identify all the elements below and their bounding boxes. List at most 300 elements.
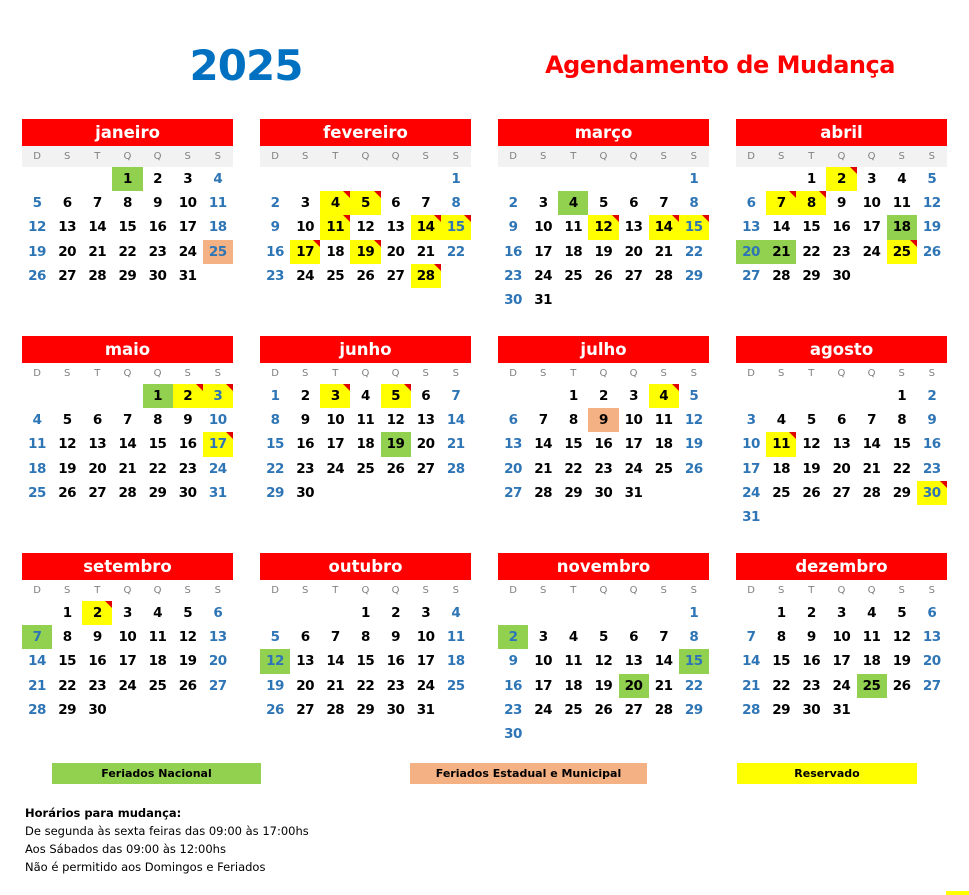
day-cell-reserved[interactable]: 25 xyxy=(887,240,917,264)
day-cell[interactable]: 25 xyxy=(28,484,46,501)
day-cell[interactable]: 23 xyxy=(594,460,613,477)
day-cell[interactable]: 9 xyxy=(270,219,280,236)
day-cell[interactable]: 13 xyxy=(624,219,643,236)
day-cell[interactable]: 17 xyxy=(624,436,643,453)
day-cell[interactable]: 16 xyxy=(594,436,613,453)
day-cell[interactable]: 10 xyxy=(118,629,137,646)
day-cell[interactable]: 10 xyxy=(624,412,643,429)
day-cell[interactable]: 26 xyxy=(28,267,46,284)
day-cell-reserved[interactable]: 14 xyxy=(649,215,679,239)
day-cell[interactable]: 11 xyxy=(446,629,465,646)
day-cell[interactable]: 5 xyxy=(32,195,42,212)
day-cell[interactable]: 24 xyxy=(118,677,137,694)
day-cell[interactable]: 20 xyxy=(922,653,941,670)
day-cell[interactable]: 25 xyxy=(326,267,345,284)
day-cell[interactable]: 19 xyxy=(28,243,46,260)
day-cell[interactable]: 28 xyxy=(326,701,345,718)
day-cell[interactable]: 6 xyxy=(629,629,639,646)
day-cell[interactable]: 8 xyxy=(689,195,699,212)
day-cell[interactable]: 13 xyxy=(296,653,315,670)
day-cell[interactable]: 5 xyxy=(927,171,937,187)
day-cell[interactable]: 19 xyxy=(802,460,821,477)
day-cell[interactable]: 12 xyxy=(594,653,613,670)
day-cell[interactable]: 4 xyxy=(897,171,907,187)
day-cell[interactable]: 31 xyxy=(178,267,197,284)
day-cell[interactable]: 23 xyxy=(148,243,167,260)
day-cell-national-holiday[interactable]: 1 xyxy=(112,167,142,191)
day-cell[interactable]: 17 xyxy=(416,653,435,670)
day-cell[interactable]: 2 xyxy=(153,171,163,187)
day-cell[interactable]: 28 xyxy=(446,460,465,477)
day-cell[interactable]: 10 xyxy=(178,195,197,212)
day-cell[interactable]: 22 xyxy=(356,677,375,694)
day-cell[interactable]: 9 xyxy=(300,412,310,429)
day-cell[interactable]: 6 xyxy=(508,412,518,429)
day-cell[interactable]: 25 xyxy=(356,460,375,477)
day-cell[interactable]: 4 xyxy=(213,171,223,187)
day-cell-national-holiday[interactable]: 19 xyxy=(381,432,411,456)
day-cell[interactable]: 11 xyxy=(148,629,167,646)
day-cell[interactable]: 13 xyxy=(58,219,77,236)
day-cell[interactable]: 20 xyxy=(832,460,851,477)
day-cell[interactable]: 13 xyxy=(504,436,522,453)
day-cell[interactable]: 27 xyxy=(58,267,77,284)
day-cell[interactable]: 2 xyxy=(598,388,608,404)
day-cell[interactable]: 18 xyxy=(148,653,167,670)
day-cell[interactable]: 30 xyxy=(504,725,522,742)
day-cell[interactable]: 31 xyxy=(624,484,643,501)
day-cell[interactable]: 28 xyxy=(654,267,673,284)
day-cell[interactable]: 20 xyxy=(296,677,315,694)
day-cell[interactable]: 5 xyxy=(62,412,72,429)
day-cell[interactable]: 26 xyxy=(58,484,77,501)
day-cell[interactable]: 23 xyxy=(88,677,107,694)
day-cell[interactable]: 11 xyxy=(564,219,583,236)
day-cell[interactable]: 16 xyxy=(296,436,315,453)
day-cell-reserved[interactable]: 17 xyxy=(290,240,320,264)
day-cell[interactable]: 22 xyxy=(266,460,284,477)
day-cell[interactable]: 13 xyxy=(922,629,941,646)
day-cell-state-holiday[interactable]: 9 xyxy=(588,408,618,432)
day-cell[interactable]: 29 xyxy=(266,484,284,501)
day-cell[interactable]: 18 xyxy=(564,243,583,260)
day-cell[interactable]: 6 xyxy=(836,412,846,429)
day-cell[interactable]: 28 xyxy=(772,267,791,284)
day-cell[interactable]: 18 xyxy=(208,219,227,236)
day-cell-reserved[interactable]: 2 xyxy=(173,384,203,408)
day-cell[interactable]: 27 xyxy=(88,484,107,501)
day-cell[interactable]: 30 xyxy=(504,291,522,308)
day-cell[interactable]: 29 xyxy=(772,701,791,718)
day-cell-reserved[interactable]: 4 xyxy=(649,384,679,408)
day-cell[interactable]: 16 xyxy=(504,243,522,260)
day-cell[interactable]: 22 xyxy=(58,677,77,694)
day-cell[interactable]: 4 xyxy=(776,412,786,429)
day-cell[interactable]: 14 xyxy=(534,436,553,453)
day-cell-national-holiday[interactable]: 1 xyxy=(143,384,173,408)
day-cell[interactable]: 22 xyxy=(772,677,791,694)
day-cell[interactable]: 21 xyxy=(654,243,673,260)
day-cell[interactable]: 29 xyxy=(684,267,703,284)
day-cell[interactable]: 9 xyxy=(183,412,193,429)
day-cell[interactable]: 1 xyxy=(62,605,72,621)
day-cell[interactable]: 22 xyxy=(684,677,703,694)
day-cell[interactable]: 15 xyxy=(802,219,821,236)
day-cell[interactable]: 12 xyxy=(922,195,941,212)
day-cell-national-holiday[interactable]: 2 xyxy=(498,625,528,649)
day-cell-national-holiday[interactable]: 7 xyxy=(22,625,52,649)
day-cell[interactable]: 9 xyxy=(806,629,816,646)
day-cell[interactable]: 13 xyxy=(88,436,107,453)
day-cell-national-holiday[interactable]: 15 xyxy=(679,649,709,673)
day-cell[interactable]: 4 xyxy=(32,412,42,429)
day-cell[interactable]: 2 xyxy=(927,388,937,404)
day-cell[interactable]: 2 xyxy=(300,388,310,404)
day-cell[interactable]: 22 xyxy=(892,460,911,477)
day-cell[interactable]: 25 xyxy=(772,484,791,501)
day-cell[interactable]: 5 xyxy=(806,412,816,429)
day-cell[interactable]: 14 xyxy=(742,653,760,670)
day-cell[interactable]: 21 xyxy=(534,460,553,477)
day-cell[interactable]: 10 xyxy=(326,412,345,429)
day-cell[interactable]: 30 xyxy=(88,701,107,718)
day-cell[interactable]: 12 xyxy=(684,412,703,429)
day-cell[interactable]: 8 xyxy=(153,412,163,429)
day-cell[interactable]: 6 xyxy=(213,605,223,621)
day-cell-reserved[interactable]: 14 xyxy=(411,215,441,239)
day-cell[interactable]: 23 xyxy=(832,243,851,260)
day-cell[interactable]: 23 xyxy=(922,460,941,477)
day-cell[interactable]: 2 xyxy=(270,195,280,212)
day-cell[interactable]: 18 xyxy=(326,243,345,260)
day-cell[interactable]: 19 xyxy=(684,436,703,453)
day-cell[interactable]: 25 xyxy=(446,677,465,694)
day-cell[interactable]: 4 xyxy=(867,605,877,621)
day-cell[interactable]: 3 xyxy=(629,388,639,404)
day-cell[interactable]: 26 xyxy=(356,267,375,284)
day-cell[interactable]: 9 xyxy=(153,195,163,212)
day-cell[interactable]: 16 xyxy=(504,677,522,694)
day-cell[interactable]: 29 xyxy=(564,484,583,501)
day-cell[interactable]: 30 xyxy=(594,484,613,501)
day-cell-reserved[interactable]: 2 xyxy=(82,601,112,625)
day-cell-reserved[interactable]: 2 xyxy=(826,167,856,191)
day-cell[interactable]: 5 xyxy=(689,388,699,404)
day-cell[interactable]: 10 xyxy=(416,629,435,646)
day-cell[interactable]: 13 xyxy=(832,436,851,453)
day-cell[interactable]: 24 xyxy=(862,243,881,260)
day-cell[interactable]: 14 xyxy=(446,412,465,429)
day-cell-reserved[interactable]: 11 xyxy=(320,215,350,239)
day-cell[interactable]: 6 xyxy=(300,629,310,646)
day-cell[interactable]: 12 xyxy=(802,436,821,453)
day-cell[interactable]: 5 xyxy=(897,605,907,621)
day-cell[interactable]: 5 xyxy=(183,605,193,621)
day-cell[interactable]: 14 xyxy=(862,436,881,453)
day-cell[interactable]: 20 xyxy=(386,243,405,260)
day-cell[interactable]: 18 xyxy=(28,460,46,477)
day-cell[interactable]: 24 xyxy=(832,677,851,694)
day-cell[interactable]: 8 xyxy=(122,195,132,212)
day-cell[interactable]: 31 xyxy=(742,508,760,525)
day-cell[interactable]: 27 xyxy=(416,460,435,477)
day-cell[interactable]: 31 xyxy=(416,701,435,718)
day-cell-reserved[interactable]: 15 xyxy=(679,215,709,239)
day-cell[interactable]: 23 xyxy=(504,701,522,718)
day-cell[interactable]: 17 xyxy=(178,219,197,236)
day-cell[interactable]: 23 xyxy=(802,677,821,694)
day-cell[interactable]: 17 xyxy=(118,653,137,670)
day-cell[interactable]: 13 xyxy=(208,629,227,646)
day-cell[interactable]: 3 xyxy=(122,605,132,621)
day-cell[interactable]: 17 xyxy=(326,436,345,453)
day-cell-reserved[interactable]: 8 xyxy=(796,191,826,215)
day-cell[interactable]: 28 xyxy=(654,701,673,718)
day-cell[interactable]: 20 xyxy=(416,436,435,453)
day-cell[interactable]: 4 xyxy=(153,605,163,621)
day-cell-national-holiday[interactable]: 20 xyxy=(619,674,649,698)
day-cell[interactable]: 8 xyxy=(689,629,699,646)
day-cell[interactable]: 31 xyxy=(208,484,227,501)
day-cell[interactable]: 7 xyxy=(659,629,669,646)
day-cell[interactable]: 14 xyxy=(118,436,137,453)
day-cell[interactable]: 4 xyxy=(360,388,370,404)
day-cell[interactable]: 22 xyxy=(446,243,465,260)
day-cell[interactable]: 22 xyxy=(564,460,583,477)
day-cell[interactable]: 30 xyxy=(832,267,851,284)
day-cell[interactable]: 23 xyxy=(386,677,405,694)
day-cell[interactable]: 31 xyxy=(832,701,851,718)
day-cell[interactable]: 25 xyxy=(148,677,167,694)
day-cell[interactable]: 12 xyxy=(178,629,197,646)
day-cell[interactable]: 28 xyxy=(88,267,107,284)
day-cell[interactable]: 11 xyxy=(862,629,881,646)
day-cell[interactable]: 19 xyxy=(922,219,941,236)
day-cell[interactable]: 25 xyxy=(654,460,673,477)
day-cell[interactable]: 15 xyxy=(58,653,77,670)
day-cell[interactable]: 7 xyxy=(122,412,132,429)
day-cell[interactable]: 26 xyxy=(922,243,941,260)
day-cell[interactable]: 21 xyxy=(28,677,46,694)
day-cell[interactable]: 4 xyxy=(451,605,461,621)
day-cell[interactable]: 6 xyxy=(746,195,756,212)
day-cell[interactable]: 24 xyxy=(624,460,643,477)
day-cell[interactable]: 28 xyxy=(742,701,760,718)
day-cell[interactable]: 7 xyxy=(538,412,548,429)
day-cell[interactable]: 19 xyxy=(58,460,77,477)
day-cell[interactable]: 16 xyxy=(88,653,107,670)
day-cell[interactable]: 30 xyxy=(296,484,315,501)
day-cell-national-holiday[interactable]: 18 xyxy=(887,215,917,239)
day-cell-state-holiday[interactable]: 25 xyxy=(203,240,233,264)
day-cell[interactable]: 29 xyxy=(684,701,703,718)
day-cell[interactable]: 15 xyxy=(772,653,791,670)
day-cell[interactable]: 16 xyxy=(802,653,821,670)
day-cell-reserved[interactable]: 15 xyxy=(441,215,471,239)
day-cell[interactable]: 6 xyxy=(391,195,401,212)
day-cell[interactable]: 27 xyxy=(296,701,315,718)
day-cell[interactable]: 24 xyxy=(416,677,435,694)
day-cell-reserved[interactable]: 5 xyxy=(350,191,380,215)
day-cell[interactable]: 14 xyxy=(88,219,107,236)
day-cell[interactable]: 9 xyxy=(92,629,102,646)
day-cell[interactable]: 1 xyxy=(689,171,699,187)
day-cell[interactable]: 15 xyxy=(892,436,911,453)
day-cell[interactable]: 11 xyxy=(208,195,227,212)
day-cell[interactable]: 7 xyxy=(92,195,102,212)
day-cell[interactable]: 24 xyxy=(534,701,553,718)
day-cell[interactable]: 6 xyxy=(927,605,937,621)
day-cell[interactable]: 1 xyxy=(806,171,816,187)
day-cell[interactable]: 6 xyxy=(421,388,431,404)
day-cell[interactable]: 1 xyxy=(270,388,280,404)
day-cell[interactable]: 28 xyxy=(28,701,46,718)
day-cell-reserved[interactable]: 30 xyxy=(917,481,947,505)
day-cell[interactable]: 9 xyxy=(391,629,401,646)
day-cell[interactable]: 8 xyxy=(897,412,907,429)
day-cell[interactable]: 31 xyxy=(534,291,553,308)
day-cell[interactable]: 30 xyxy=(178,484,197,501)
day-cell[interactable]: 21 xyxy=(118,460,137,477)
day-cell[interactable]: 22 xyxy=(684,243,703,260)
day-cell-reserved[interactable]: 7 xyxy=(766,191,796,215)
day-cell[interactable]: 29 xyxy=(148,484,167,501)
day-cell[interactable]: 4 xyxy=(568,629,578,646)
day-cell[interactable]: 15 xyxy=(118,219,137,236)
day-cell[interactable]: 14 xyxy=(326,653,345,670)
day-cell[interactable]: 3 xyxy=(538,629,548,646)
day-cell[interactable]: 27 xyxy=(624,267,643,284)
day-cell[interactable]: 14 xyxy=(654,653,673,670)
day-cell[interactable]: 16 xyxy=(266,243,284,260)
day-cell[interactable]: 27 xyxy=(922,677,941,694)
day-cell[interactable]: 3 xyxy=(421,605,431,621)
day-cell[interactable]: 16 xyxy=(386,653,405,670)
day-cell-national-holiday[interactable]: 12 xyxy=(260,649,290,673)
day-cell-reserved[interactable]: 12 xyxy=(588,215,618,239)
day-cell[interactable]: 10 xyxy=(208,412,227,429)
day-cell-reserved[interactable]: 28 xyxy=(411,264,441,288)
day-cell[interactable]: 20 xyxy=(504,460,522,477)
day-cell-reserved[interactable]: 4 xyxy=(320,191,350,215)
day-cell[interactable]: 27 xyxy=(208,677,227,694)
day-cell[interactable]: 23 xyxy=(504,267,522,284)
day-cell-reserved[interactable]: 19 xyxy=(350,240,380,264)
day-cell[interactable]: 30 xyxy=(148,267,167,284)
day-cell[interactable]: 25 xyxy=(564,701,583,718)
day-cell[interactable]: 15 xyxy=(356,653,375,670)
day-cell[interactable]: 2 xyxy=(806,605,816,621)
day-cell[interactable]: 10 xyxy=(534,219,553,236)
day-cell[interactable]: 23 xyxy=(266,267,284,284)
day-cell[interactable]: 10 xyxy=(296,219,315,236)
day-cell[interactable]: 7 xyxy=(746,629,756,646)
day-cell[interactable]: 17 xyxy=(742,460,760,477)
day-cell[interactable]: 26 xyxy=(178,677,197,694)
day-cell[interactable]: 1 xyxy=(451,171,461,187)
day-cell[interactable]: 3 xyxy=(300,195,310,212)
day-cell[interactable]: 10 xyxy=(862,195,881,212)
day-cell[interactable]: 16 xyxy=(832,219,851,236)
day-cell[interactable]: 19 xyxy=(594,677,613,694)
day-cell[interactable]: 9 xyxy=(927,412,937,429)
day-cell[interactable]: 14 xyxy=(772,219,791,236)
day-cell[interactable]: 24 xyxy=(742,484,760,501)
day-cell-national-holiday[interactable]: 20 xyxy=(736,240,766,264)
day-cell[interactable]: 18 xyxy=(862,653,881,670)
day-cell-national-holiday[interactable]: 4 xyxy=(558,191,588,215)
day-cell[interactable]: 8 xyxy=(62,629,72,646)
day-cell[interactable]: 7 xyxy=(421,195,431,212)
day-cell[interactable]: 18 xyxy=(446,653,465,670)
day-cell-reserved[interactable]: 11 xyxy=(766,432,796,456)
day-cell[interactable]: 8 xyxy=(776,629,786,646)
day-cell[interactable]: 22 xyxy=(802,243,821,260)
day-cell[interactable]: 28 xyxy=(862,484,881,501)
day-cell[interactable]: 26 xyxy=(802,484,821,501)
day-cell[interactable]: 3 xyxy=(183,171,193,187)
day-cell[interactable]: 29 xyxy=(892,484,911,501)
day-cell[interactable]: 19 xyxy=(892,653,911,670)
day-cell[interactable]: 11 xyxy=(28,436,46,453)
day-cell[interactable]: 12 xyxy=(356,219,375,236)
day-cell[interactable]: 2 xyxy=(391,605,401,621)
day-cell[interactable]: 3 xyxy=(538,195,548,212)
day-cell[interactable]: 20 xyxy=(58,243,77,260)
day-cell[interactable]: 12 xyxy=(386,412,405,429)
day-cell[interactable]: 8 xyxy=(270,412,280,429)
day-cell[interactable]: 21 xyxy=(654,677,673,694)
day-cell[interactable]: 1 xyxy=(776,605,786,621)
day-cell[interactable]: 10 xyxy=(832,629,851,646)
day-cell[interactable]: 18 xyxy=(356,436,375,453)
day-cell[interactable]: 16 xyxy=(922,436,941,453)
day-cell[interactable]: 24 xyxy=(534,267,553,284)
day-cell-reserved[interactable]: 17 xyxy=(203,432,233,456)
day-cell[interactable]: 26 xyxy=(594,267,613,284)
day-cell[interactable]: 30 xyxy=(802,701,821,718)
day-cell[interactable]: 11 xyxy=(654,412,673,429)
day-cell[interactable]: 22 xyxy=(118,243,137,260)
day-cell[interactable]: 7 xyxy=(330,629,340,646)
day-cell[interactable]: 17 xyxy=(862,219,881,236)
day-cell[interactable]: 16 xyxy=(178,436,197,453)
day-cell[interactable]: 12 xyxy=(28,219,46,236)
day-cell-reserved[interactable]: 3 xyxy=(203,384,233,408)
day-cell[interactable]: 1 xyxy=(360,605,370,621)
day-cell[interactable]: 10 xyxy=(534,653,553,670)
day-cell[interactable]: 8 xyxy=(451,195,461,212)
day-cell[interactable]: 2 xyxy=(508,195,518,212)
day-cell[interactable]: 5 xyxy=(270,629,280,646)
day-cell[interactable]: 14 xyxy=(28,653,46,670)
day-cell[interactable]: 12 xyxy=(58,436,77,453)
day-cell[interactable]: 29 xyxy=(356,701,375,718)
day-cell[interactable]: 19 xyxy=(178,653,197,670)
day-cell[interactable]: 21 xyxy=(326,677,345,694)
day-cell[interactable]: 13 xyxy=(624,653,643,670)
day-cell[interactable]: 23 xyxy=(178,460,197,477)
day-cell[interactable]: 8 xyxy=(360,629,370,646)
day-cell[interactable]: 20 xyxy=(88,460,107,477)
day-cell[interactable]: 28 xyxy=(534,484,553,501)
day-cell[interactable]: 28 xyxy=(118,484,137,501)
day-cell[interactable]: 19 xyxy=(594,243,613,260)
day-cell[interactable]: 13 xyxy=(386,219,405,236)
day-cell[interactable]: 21 xyxy=(862,460,881,477)
day-cell[interactable]: 26 xyxy=(594,701,613,718)
day-cell[interactable]: 29 xyxy=(58,701,77,718)
